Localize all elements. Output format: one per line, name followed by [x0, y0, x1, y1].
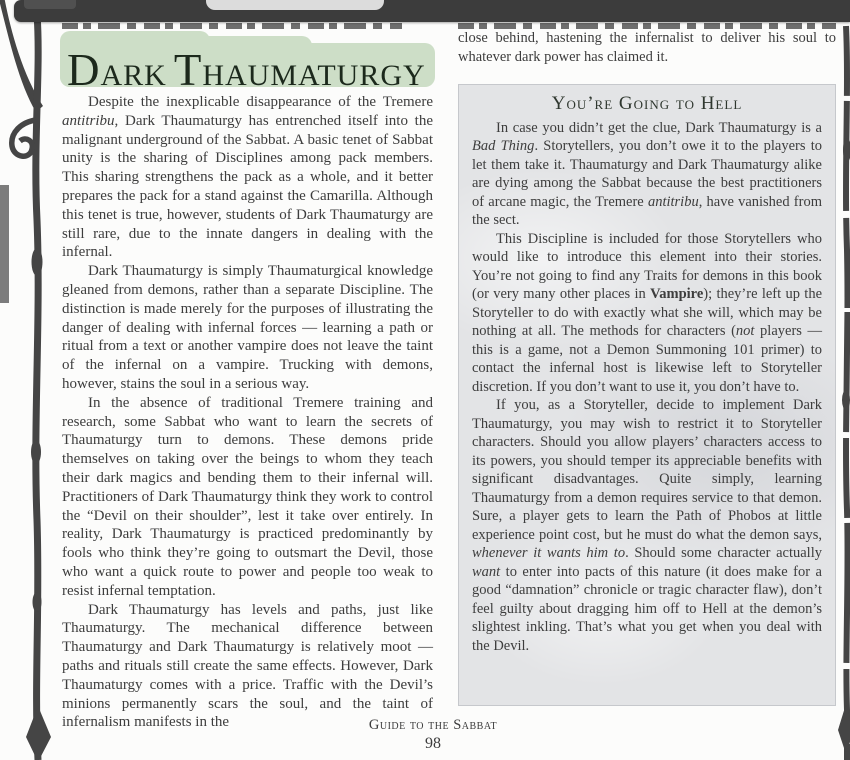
body-paragraph: Dark Thaumaturgy is simply Thaumaturgical knowledge gleaned from demons, rather than a separate Discipline. The distinction is made merely for the purposes of illustrating the danger of dealing with infernal forces — learning a path or ritual from a text or another vampire does not leave the taint of the infernal on a vampire. Trucking with demons, however, stains the soul in a serious way. — [62, 263, 433, 392]
window-top-bar[interactable] — [14, 0, 850, 22]
left-column — [62, 23, 433, 732]
top-bar-left-notch — [24, 0, 76, 9]
left-border-branch-art — [0, 0, 60, 760]
page-footer — [62, 717, 804, 753]
cropped-text-line-right — [458, 23, 836, 29]
right-border-branch-art — [836, 0, 850, 760]
footer-page-number: 98 — [425, 735, 441, 752]
page-title — [67, 45, 426, 96]
sidebar-paragraph: This Discipline is included for those Storytellers who would like to introduce this element into their stories. You’re not going to find any Traits for demons in this book (or very many other places in Vampire); they’re left up the Storyteller to do with exactly what she will, which may be nothing at all. The methods for characters (not players — this is a game, not a Demon Summoning 101 primer) to contact the infernal host is likewise left to Storyteller discretion. If you don’t want to use it, you don’t have to. — [472, 230, 823, 395]
cropped-text-line-left — [62, 23, 402, 29]
body-paragraph: Despite the inexplicable disappearance of the Tremere antitribu, Dark Thaumaturgy has entrenched itself into the malignant underground of the Sabbat. A basic tenet of Sabbat unity is the sharing of Disciplines among pack members. This sharing strengthens the pack as a whole, and it better prepares the pack for a stand against the Camarilla. Although this tenet is true, however, students of Dark Thaumaturgy are still rare, due to the innate dangers in dealing with the infernal. — [62, 94, 433, 261]
sidebar-paragraph: If you, as a Storyteller, decide to implement Dark Thaumaturgy, you may wish to restrict it to Storyteller characters. Should you allow players’ characters access to its powers, you should temper its appreciable benefits with significant disadvantages. Quite simply, learning Thaumaturgy from a demon requires service to that demon. Sure, a player gets to learn the Path of Phobos at little experience point cost, but he must do what the demon says, whenever it wants him to. Should some character actually want to enter into pacts of this nature (it does make for a good “damnation” chronicle or tragic character flaw), don’t feel guilty about dragging him off to Hell at the demon’s slightest inkling. That’s what you get when you deal with the Devil. — [472, 397, 822, 654]
footer-book-title: Guide to the Sabbat — [368, 717, 498, 733]
right-column — [458, 23, 836, 706]
page-title-word: DARK — [67, 45, 167, 96]
sidebar-box — [458, 84, 836, 706]
page-title-word: THAUMATURGY — [173, 45, 426, 96]
sidebar-title: You’re Going to Hell — [551, 93, 743, 114]
body-paragraph: In the absence of traditional Tremere training and research, some Sabbat who want to learn the secrets of Thaumaturgy turn to demons. These demons pride themselves on taking over the beings to whom they teach their dark magics and bending them to their infernal will. Practitioners of Dark Thaumaturgy think they work to control the “Devil on their shoulder”, lest it take over entirely. In reality, Dark Thaumaturgy is practiced predominantly by fools who think they’re going to outsmart the Devil, those who want a quick route to power and people too weak to resist infernal temptation. — [62, 394, 433, 599]
left-edge-tab[interactable] — [0, 185, 9, 303]
sidebar-paragraph: In case you didn’t get the clue, Dark Thaumaturgy is a Bad Thing. Storytellers, you don’t owe it to the players to let them take it. Thaumaturgy and Dark Thaumaturgy alike are dying among the Sabbat because the best practitioners of arcane magic, the Tremere antitribu, have vanished from the sect. — [472, 119, 823, 228]
body-paragraph: Dark Thaumaturgy has levels and paths, just like Thaumaturgy. The mechanical difference between Thaumaturgy and Dark Thaumaturgy is relatively moot — paths and rituals still create the same effects. However, Dark Thaumaturgy comes with a price. Traffic with the Devil’s minions permanently scars the soul, and the taint of infernalism manifests in the — [62, 601, 433, 731]
top-bar-center-tab[interactable] — [206, 0, 384, 10]
title-block — [62, 31, 433, 96]
continuation-paragraph: close behind, hastening the infernalist to deliver his soul to whatever dark power has claimed it. — [458, 30, 836, 65]
